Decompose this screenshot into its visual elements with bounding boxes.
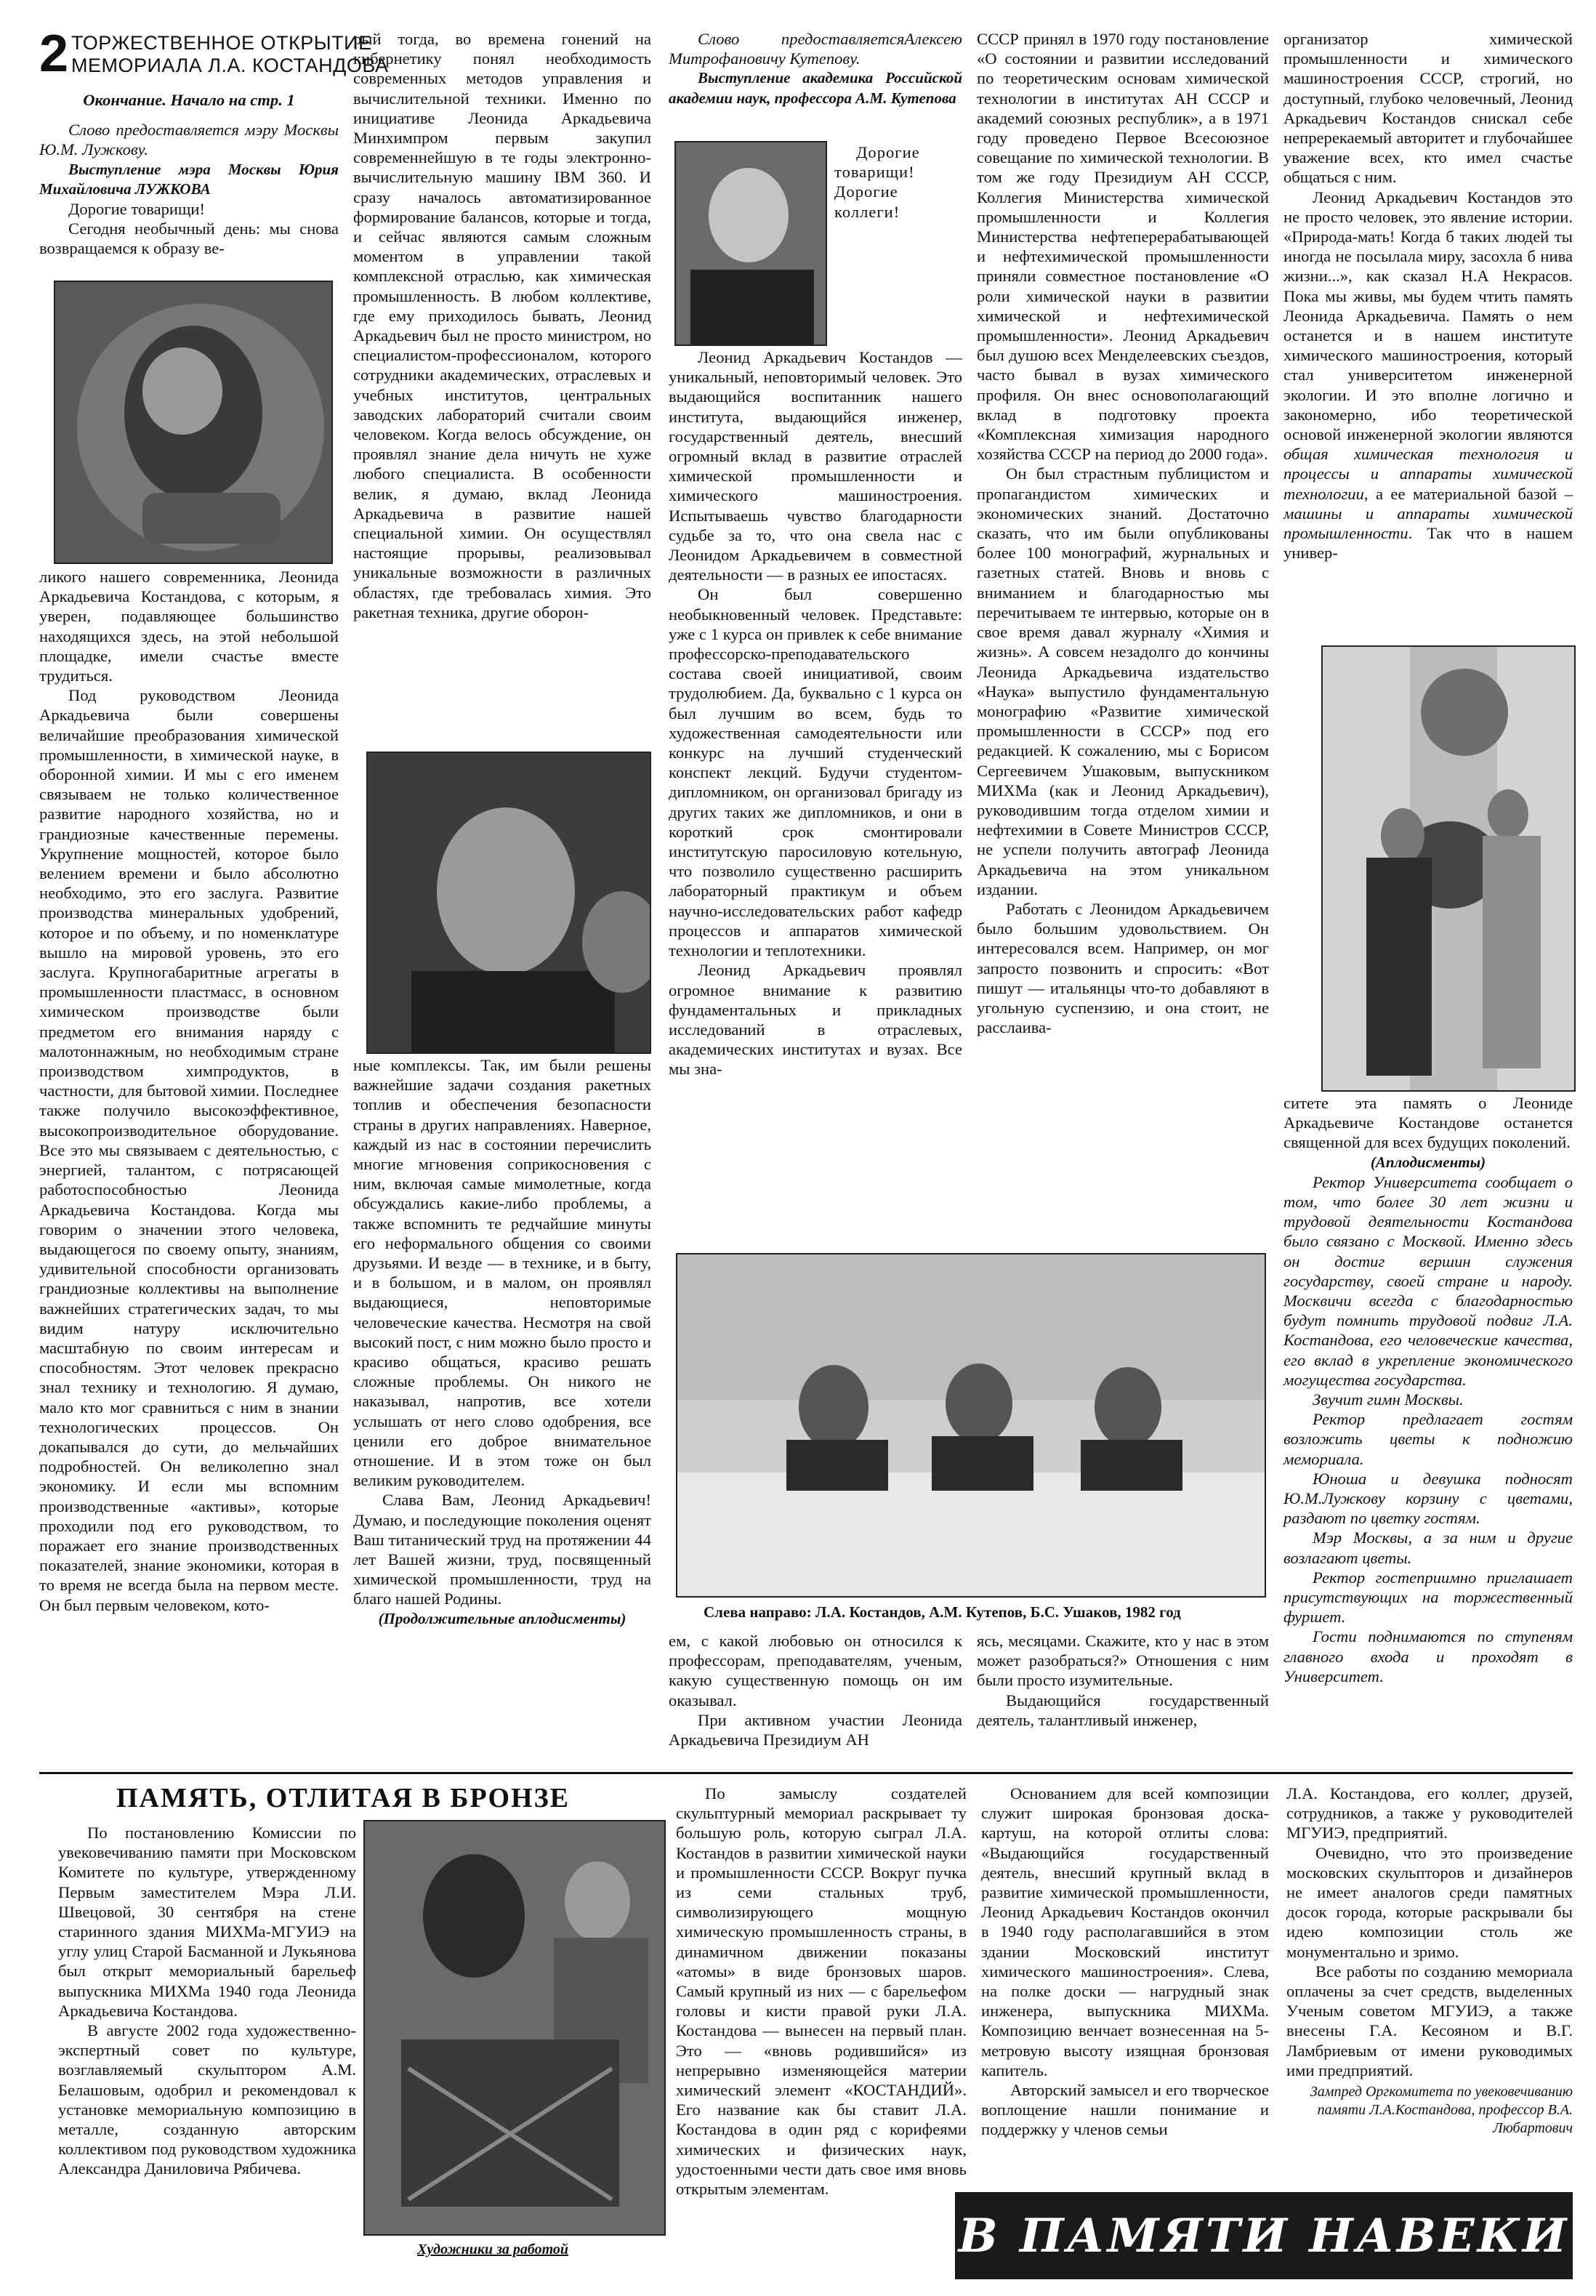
paragraph: Леонид Аркадьевич Костандов — уникальный, неповторимый человек. Это выдающийся воспитанник нашего института, выдающийся инженер, государственный деятель, внесший огромный вклад в развитие отраслей химической промышленности и химического машиностроения. Испытываешь чувство благодарности судьбе за то, что она свела нас с Леонидом Аркадьевичем в совместной деятельности — в разных ее ипостасях. — [669, 348, 962, 584]
paragraph: Леонид Аркадьевич проявлял огромное внимание к развитию фундаментальных и прикладных исследований в отраслевых, академических институтах и вузах. Все мы зна- — [669, 961, 962, 1079]
emphasis-text: машины и аппараты химической промышленности — [1283, 504, 1573, 543]
photo-flower-laying — [1321, 645, 1576, 1092]
kutepov-intro: Слово предоставляетсяАлексею Митрофановичу Кутепову. — [669, 30, 962, 68]
bronze-section-title: ПАМЯТЬ, ОТЛИТАЯ В БРОНЗЕ — [116, 1783, 570, 1813]
paragraph: Ректор предлагает гостям возложить цветы к подножию мемориала. — [1283, 1410, 1573, 1468]
paragraph: Он был совершенно необыкновенный человек. Представьте: уже с 1 курса он привлек к себе внимание профессорско-преподавательского состава своей инициативой, своим трудолюбием. Да, буквально с 1 курса он был лучшим во всем, будь то художественная самодеятельности или конкурс на лучший студенческий конспект лекций. Будучи студентом-дипломником, он организовал бригаду из других таких же дипломников, и они в короткий срок смонтировали институтскую паросиловую котельную, что позволило существенно расширить лабораторный практикум и объем научно-исследовательских работ кафедр процессов и аппаратов химической технологии и теплотехники. — [669, 585, 962, 960]
column-4 — [977, 29, 1269, 1037]
photo-bas-relief — [54, 281, 333, 564]
paragraph: Слава Вам, Леонид Аркадьевич! Думаю, и последующие поколения оценят Ваш титанический труд на протяжении 44 лет Вашей жизни, труд, посвященный химической промышленности, труд на благо нашей Родины. — [353, 1491, 651, 1608]
paragraph: Ректор гостеприимно приглашает присутствующих на торжественный фуршет. — [1283, 1568, 1573, 1627]
paragraph: Он был страстным публицистом и пропагандистом химических и экономических знаний. Достаточно сказать, что им были опубликованы более 100 монографий, журнальных и газетных статей. Вновь и вновь с вниманием и благодарностью мы перечитываем те интервью, которые он в свое время давал журналу «Химия и жизнь». А совсем незадолго до кончины Леонида Аркадьевича издательство «Наука» выпустило фундаментальную монографию «Развитие химической промышленности в СССР» под его редакцией. К сожалению, мы с Борисом Сергеевичем Ушаковым, выпускником МИХМа (как и Леонид Аркадьевич), руководившим тогда отделом химии и нефтехимии в Совете Министров СССР, не успели получить автограф Леонида Аркадьевича на этом уникальном издании. — [977, 464, 1269, 898]
bronze-column-5 — [1286, 1784, 1573, 2138]
paragraph: Очевидно, что это произведение московских скульпторов и дизайнеров не имеет аналогов среди памятных досок города, которые раскрывали бы идею композиции столь же монументально и зримо. — [1286, 1843, 1573, 1961]
paragraph: Работать с Леонидом Аркадьевичем было большим удовольствием. Он интересовался всем. Например, он мог запросто позвонить и спросить: «Вот пишут — итальянцы что-то добавляют в угольную суспензию, и она стоит, не расслаива- — [977, 899, 1269, 1037]
kutepov-speech-label: Выступление академика Российской академии наук, профессора А.М. Кутепова — [669, 69, 962, 107]
paragraph: Гости поднимаются по ступеням главного входа и проходят в Университет. — [1283, 1627, 1573, 1685]
paragraph: Мэр Москвы, а за ним и другие возлагают цветы. — [1283, 1528, 1573, 1567]
column-4-after-photo — [977, 1631, 1269, 1730]
artists-photo-caption: Художники за работой — [417, 2241, 569, 2257]
paragraph: ем, с какой любовью он относился к профессорам, преподавателям, ученым, какую существенную помощь он им оказывал. — [669, 1632, 962, 1709]
paragraph: Все работы по созданию мемориала оплачены за счет средств, выделенных Ученым советом МГУИЭ, а также внесены Г.А. Кесояном и В.Г. Ламбриевым от имени руководимых ими предприятий. — [1286, 1962, 1573, 2079]
paragraph: ясь, месяцами. Скажите, кто у нас в этом может разобраться?» Отношения с ним были просто изумительные. — [977, 1632, 1269, 1690]
paragraph-text: . Так что в нашем универ- — [1283, 524, 1573, 563]
column-5-continued — [1283, 1093, 1573, 1686]
page-header-title — [71, 32, 389, 77]
paragraph: В августе 2002 года художественно-экспертный совет по культуре, возглавляемый скульптором А.М. Белашовым, одобрил и рекомендовал к установке мемориальную композицию в металле, созданную авторским коллективом под руководством художника Александра Даниловича Рябичева. — [58, 2021, 356, 2178]
paragraph — [1283, 188, 1573, 563]
emphasis-text: общая химическая технология и процессы и аппараты химической технологии — [1283, 445, 1573, 503]
paragraph: Дорогие товарищи! Дорогие коллеги! — [834, 143, 920, 221]
mayor-speech-label: Выступление мэра Москвы Юрия Михайловича ЛУЖКОВА — [39, 160, 339, 198]
applause-note: (Продолжительные аплодисменты) — [378, 1609, 626, 1627]
column-5 — [1283, 29, 1573, 563]
paragraph: ситете эта память о Леониде Аркадьевиче Костандове останется священной для всех будущих поколений. — [1283, 1094, 1573, 1152]
paragraph: Выдающийся государственный деятель, талантливый инженер, — [977, 1691, 1269, 1729]
column-2-continued — [353, 1055, 651, 1629]
header-title-line1: ТОРЖЕСТВЕННОЕ ОТКРЫТИЕ — [71, 32, 372, 54]
photo-kutepov — [674, 141, 827, 346]
paragraph: Ректор Университета сообщает о том, что более 30 лет жизни и трудовой деятельности Костандова было связано с Москвой. Именно здесь он достиг вершин служения государству, своей стране и народу. Москвичи всегда с благодарностью будут помнить трудовой подвиг Л.А. Костандова, его человеческие качества, его вклад в укрепление экономического могущества государства. — [1283, 1172, 1573, 1389]
paragraph-text: , а ее материальной базой – — [1363, 484, 1573, 503]
photo-mayor-luzhkov — [366, 752, 651, 1054]
bronze-column-3 — [676, 1784, 967, 2199]
column-1 — [39, 90, 339, 259]
applause-note: (Аплодисменты) — [1370, 1153, 1486, 1171]
column-2 — [353, 29, 651, 622]
paragraph: Звучит гимн Москвы. — [1313, 1390, 1464, 1409]
header-title-line2: МЕМОРИАЛА Л.А. КОСТАНДОВА — [71, 55, 389, 76]
column-3-side — [834, 142, 962, 222]
paragraph: При активном участии Леонида Аркадьевича Президиум АН — [669, 1710, 962, 1749]
paragraph: Авторский замысел и его творческое воплощение нашли понимание и поддержку у членов семьи — [981, 2081, 1269, 2139]
photo-artists-at-work — [363, 1820, 666, 2236]
paragraph: Л.А. Костандова, его коллег, друзей, сотрудников, а также у руководителей МГУИЭ, предприятий. — [1286, 1784, 1573, 1842]
mayor-intro: Слово предоставляется мэру Москвы Ю.М. Лужкову. — [39, 121, 339, 159]
paragraph: Сегодня необычный день: мы снова возвращаемся к образу ве- — [39, 219, 339, 258]
continued-note: Окончание. Начало на стр. 1 — [83, 91, 295, 109]
paragraph: Дорогие товарищи! — [68, 200, 206, 219]
paragraph: ные комплексы. Так, им были решены важнейшие задачи создания ракетных топлив и обеспечения безопасности страны в других направлениях. Наверное, каждый из нас в состоянии перечислить многие мгновения соприкосновения с ним, включая самые мимолетные, когда обсуждались какие-либо проблемы, а также вспомнить те редчайшие минуты его неформального общения со своими друзьями. И везде — в технике, и в быту, и в большом, и в малом, он проявлял выдающиеся, неповторимые человеческие качества. Несмотря на свой высокий пост, с ним можно было просто и красиво общаться, красиво решать сложные проблемы. Он никого не наказывал, напротив, все хотели услышать от него слово одобрения, все ценили его доброе внимательное отношение. И в этом тоже он был великим руководителем. — [353, 1056, 651, 1490]
presidium-photo-caption: Слева направо: Л.А. Костандов, А.М. Кутепов, Б.С. Ушаков, 1982 год — [704, 1603, 1181, 1621]
column-3-main — [669, 347, 962, 1079]
column-3-after-photo — [669, 1631, 962, 1749]
column-1-continued — [39, 567, 339, 1615]
paragraph: рый тогда, во времена гонений на кибернетику понял необходимость современных методов управления и вычислительной техники. Именно по инициативе Леонида Аркадьевича Минхимпром первым закупил современнейшую в те годы электронно-вычислительную машину IBM 360. И сразу началось автоматизированное формирование балансов, которые и тогда, и сейчас являются самым сложным моментом в управлении такой комплексной отраслью, как химическая промышленность. В любом коллективе, где ему приходилось бывать, Леонид Аркадьевич был не просто министром, но специалистом-профессионалом, которого сотрудники академических, отраслевых и учебных институтов, центральных заводских лабораторий считали своим человеком. Когда велось обсуждение, он проявлял знание дела ничуть не хуже любого специалиста. В особенности велик, я думаю, вклад Леонида Аркадьевича в развитие нашей специальной химии. Он осуществлял настоящие прорывы, реализовывал уникальные возможности в различных областях, где требовалась химия. Это ракетная техника, другие оборон- — [353, 30, 651, 621]
column-3 — [669, 29, 962, 108]
photo-presidium-1982 — [676, 1253, 1266, 1598]
bronze-column-1 — [58, 1823, 356, 2179]
page-number: 2 — [39, 25, 69, 83]
paragraph: СССР принял в 1970 году постановление «О состоянии и развитии исследований по теоретическим основам химической технологии в институтах АН СССР и академий союзных республик», а в 1971 году проведено Первое Всесоюзное совещание по химической технологии. В том же году Президиум АН СССР, Коллегия Министерства химической промышленности и Коллегия Министерства нефтеперерабатывающей и нефтехимической промышленности приняли совместное постановление «О роли химической науки в развитии химической и нефтехимической промышленности». Леонид Аркадьевич был душою всех Менделеевских съездов, часто бывал в вузах химического профиля. Он внес основополагающий вклад в подготовку проекта «Комплексная химизация народного хозяйства СССР на период до 2000 года». — [977, 30, 1269, 464]
paragraph-text: Леонид Аркадьевич Костандов это не просто человек, это явление истории. «Природа-мать! Когда б таких людей ты иногда не посылала миру, засохла б нива жизни...», как сказал Н.А Некрасов. Пока мы живы, мы будем чтить память Леонида Аркадьевича. Память о нем останется и в нашем институте химического машиностроения, который стал университетом инженерной экологии. И это вполне логично и закономерно, ибо теоретической основой инженерной экологии являются — [1283, 188, 1573, 444]
paragraph: По замыслу создателей скульптурный мемориал раскрывает ту большую роль, которую сыграл Л.А. Костандов в развитии химической науки и промышленности СССР. Вокруг пучка из семи стальных труб, символизирующего мощную химическую промышленность страны, в динамичном движении показаны «атомы» в виде бронзовых шаров. Самый крупный из них — с барельефом головы и кисти правой руки Л.А. Костандова — вынесен на первый план. Это — «вновь родившийся» из непрерывно изменяющейся материи химический элемент «КОСТАНДИЙ». Его название как бы ставит Л.А. Костандова в один ряд с корифеями химических и физических наук, удостоенными чести дать свое имя вновь открытым элементам. — [676, 1784, 967, 2199]
paragraph: Основанием для всей композиции служит широкая бронзовая доска-картуш, на которой отлиты слова: «Выдающийся государственный деятель, внесший крупный вклад в развитие химической промышленности, Леонид Аркадьевич Костандов окончил в 1940 году располагавшийся в этом здании Московский институт химического машиностроения». Слева, на полке доски — нагрудный знак инженера, выпускника МИХМа. Композицию венчает вознесенная на 5-метровую высоту изящная бронзовая капитель. — [981, 1784, 1269, 2079]
paragraph: Под руководством Леонида Аркадьевича были совершены величайшие преобразования химической промышленности, в химической науке, в оборонной химии. И мы с его именем связываем не только количественное развитие народного хозяйства, но и грандиозные качественные перемены. Укрупнение мощностей, которое было велением времени и было абсолютно необходимо, это его заслуга. Развитие производства минеральных удобрений, которое и по объему, и по номенклатуре вышло на мировой уровень, это его заслуга. Крупногабаритные агрегаты в промышленности пластмасс, в основном химическом производстве были предметом его внимания наряду с малотоннажным, но необходимым стране производством химпродуктов, в частности, для бытовой химии. Последнее также получило высокоэффективное, высокопроизводительное оборудование. Все это мы связываем с деятельностью, с энергией, талантом, с потрясающей работоспособностью Леонида Аркадьевича Костандова. Когда мы говорим о значении этого человека, выдающегося по своему опыту, знаниям, удивительной способности организовать грандиозные коллективы на выполнение важнейших стратегических задач, то мы видим натуру исключительно масштабную по своим интересам и способностям. Этот человек прекрасно знал технику и технологию. Я думаю, мало кто мог сравниться с ним в знании технологических процессов. Он докапывался до сути, до мельчайших подробностей. Он великолепно знал экономику. И если мы вспомним производственные «активы», которые проходили под его руководством, то поражает его знание производственных показателей, знание экономики, которая в то время не всегда была на первом месте. Он был первым человеком, кото- — [39, 686, 339, 1614]
paragraph: организатор химической промышленности и химического машиностроения СССР, строгий, но доступный, глубоко человечный, Леонид Аркадьевич Костандов снискал себе непререкаемый авторитет и глубочайшее уважение всех, кто имел счастье общаться с ним. — [1283, 30, 1573, 187]
memory-banner — [955, 2192, 1573, 2279]
memory-banner-text: В ПАМЯТИ НАВЕКИ — [958, 2208, 1570, 2263]
signature: Зампред Оргкомитета по увековечиванию памяти Л.А.Костандова, профессор В.А. Любартович — [1310, 2084, 1573, 2137]
paragraph: ликого нашего современника, Леонида Аркадьевича Костандова, с которым, я уверен, подавляющее большинство находящихся здесь, на этой небольшой площадке, имели счастье вместе трудиться. — [39, 568, 339, 685]
section-divider — [39, 1772, 1573, 1774]
paragraph: По постановлению Комиссии по увековечиванию памяти при Московском Комитете по культуре, утвержденному Первым заместителем Мэра Л.И. Швецовой, 30 сентября на стене старинного здания МИХМа-МГУИЭ на углу улиц Старой Басманной и Лукьянова был открыт мемориальный барельеф выпускника МИХМа 1940 года Леонида Аркадьевича Костандова. — [58, 1824, 356, 2020]
paragraph: Юноша и девушка подносят Ю.М.Лужкову корзину с цветами, раздают по цветку гостям. — [1283, 1469, 1573, 1528]
bronze-column-4 — [981, 1784, 1269, 2140]
